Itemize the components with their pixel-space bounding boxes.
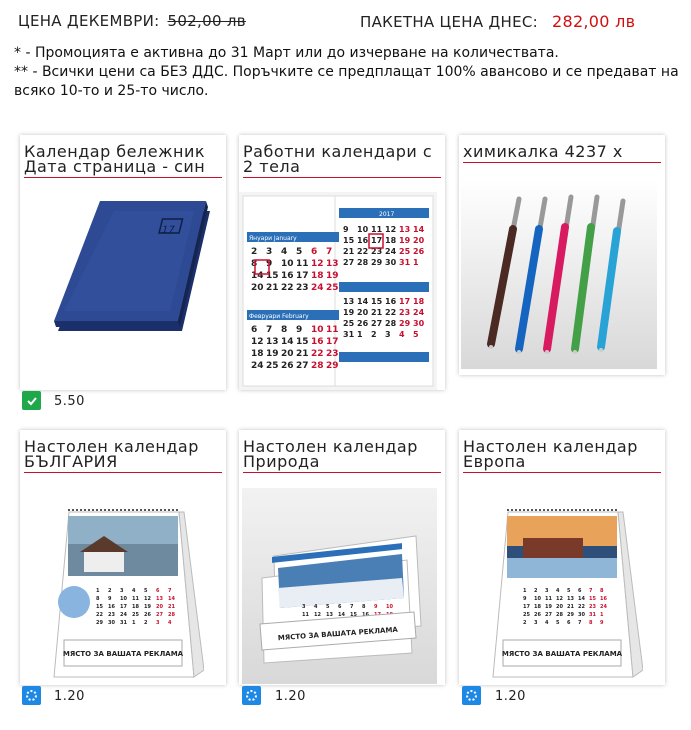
calendar-day-number: 20	[413, 236, 425, 245]
calendar-day-number: 16	[311, 337, 324, 347]
calendar-month-label: Януари January	[249, 235, 297, 242]
product-title[interactable]: Календар бележник Дата страница - син	[24, 144, 222, 178]
calendar-day-number: 14	[168, 596, 175, 602]
calendar-day-number: 30	[413, 319, 425, 328]
calendar-day-number: 19	[545, 604, 552, 610]
calendar-day-number: 28	[311, 361, 324, 371]
calendar-day-number: 31	[120, 620, 127, 626]
calendar-month-label: Февруари February	[249, 313, 309, 320]
calendar-day-number: 4	[281, 247, 288, 257]
calendar-day-number: 10	[120, 596, 127, 602]
calendar-day-number: 7	[266, 325, 273, 335]
calendar-day-number: 28	[556, 612, 563, 618]
calendar-day-number: 3	[545, 588, 549, 594]
calendar-day-number: 3	[534, 620, 538, 626]
calendar-day-number: 10	[534, 596, 541, 602]
calendar-day-number: 30	[578, 612, 585, 618]
calendar-day-number: 5	[413, 330, 419, 339]
calendar-day-number: 18	[251, 349, 264, 359]
calendar-day-number: 21	[296, 349, 309, 359]
calendar-day-number: 6	[156, 588, 160, 594]
calendar-day-number: 16	[362, 612, 369, 618]
calendar-day-number: 3	[120, 588, 124, 594]
calendar-day-number: 22	[357, 247, 369, 256]
calendar-day-number: 20	[281, 349, 294, 359]
calendar-day-number: 16	[357, 236, 369, 245]
calendar-day-number: 14	[578, 596, 585, 602]
product-image-wall-calendar[interactable]	[239, 192, 437, 390]
calendar-day-number: 27	[371, 319, 383, 328]
calendar-day-number: 14	[357, 297, 369, 306]
calendar-day-number: 8	[96, 596, 100, 602]
calendar-day-number: 24	[251, 361, 264, 371]
calendar-day-number: 19	[326, 271, 339, 281]
calendar-day-number: 23	[108, 612, 115, 618]
calendar-day-number: 16	[108, 604, 115, 610]
calendar-day-number: 5	[326, 604, 330, 610]
calendar-day-number: 23	[326, 349, 339, 359]
december-price-label: ЦЕНА ДЕКЕМВРИ:	[18, 12, 160, 30]
pending-badge	[462, 686, 481, 705]
calendar-day-number: 14	[281, 337, 294, 347]
calendar-day-number: 12	[556, 596, 563, 602]
calendar-day-number: 11	[545, 596, 552, 602]
calendar-day-number: 25	[326, 283, 339, 293]
calendar-day-number: 2	[144, 620, 148, 626]
calendar-day-number: 11	[296, 259, 309, 269]
calendar-day-number: 17	[326, 337, 339, 347]
calendar-day-number: 6	[251, 325, 258, 335]
calendar-day-number: 15	[343, 236, 355, 245]
calendar-day-number: 7	[350, 604, 354, 610]
package-price-value: 282,00 лв	[551, 12, 636, 31]
calendar-day-number: 13	[567, 596, 574, 602]
calendar-day-number: 9	[266, 259, 273, 269]
calendar-day-number: 3	[156, 620, 160, 626]
calendar-day-number: 30	[385, 258, 397, 267]
product-title[interactable]: химикалка 4237 х	[463, 144, 661, 163]
calendar-day-number: 27	[343, 258, 355, 267]
calendar-day-number: 27	[296, 361, 309, 371]
calendar-day-number: 4	[168, 620, 172, 626]
calendar-day-number: 31	[399, 258, 411, 267]
calendar-day-number: 13	[266, 337, 279, 347]
calendar-day-number: 8	[251, 259, 258, 269]
calendar-day-number: 29	[567, 612, 574, 618]
calendar-day-number: 24	[600, 604, 607, 610]
loading-spinner-icon	[465, 689, 478, 702]
calendar-day-number: 23	[296, 283, 309, 293]
calendar-day-number: 28	[357, 258, 369, 267]
calendar-day-number: 7	[326, 247, 333, 257]
ad-space-label: МЯСТО ЗА ВАШАТА РЕКЛАМА	[501, 650, 623, 658]
calendar-day-number: 19	[144, 604, 151, 610]
calendar-day-number: 17	[523, 604, 530, 610]
product-card[interactable]	[459, 430, 665, 685]
calendar-day-number: 21	[343, 247, 355, 256]
calendar-day-number: 19	[343, 308, 355, 317]
svg-text:17: 17	[160, 225, 176, 236]
calendar-day-number: 9	[108, 596, 112, 602]
calendar-day-number: 18	[311, 271, 324, 281]
december-price-value: 502,00 лв	[167, 12, 246, 30]
calendar-day-number: 6	[311, 247, 318, 257]
calendar-day-number: 22	[96, 612, 103, 618]
calendar-day-number: 9	[523, 596, 527, 602]
calendar-day-number: 5	[296, 247, 303, 257]
calendar-day-number: 6	[578, 588, 582, 594]
calendar-day-number: 16	[600, 596, 607, 602]
calendar-day-number: 4	[132, 588, 136, 594]
calendar-day-number: 13	[343, 297, 355, 306]
calendar-day-number: 23	[589, 604, 596, 610]
check-icon	[26, 395, 38, 407]
calendar-day-number: 7	[168, 588, 172, 594]
calendar-day-number: 31	[343, 330, 355, 339]
product-price: 5.50	[54, 394, 85, 409]
calendar-day-number: 2	[523, 620, 527, 626]
calendar-day-number: 21	[371, 308, 383, 317]
product-price: 1.20	[54, 689, 85, 704]
calendar-day-number: 25	[343, 319, 355, 328]
calendar-day-number: 29	[326, 361, 339, 371]
ad-space-label: МЯСТО ЗА ВАШАТА РЕКЛАМА	[277, 625, 399, 643]
calendar-day-number: 11	[371, 225, 383, 234]
calendar-day-number: 26	[357, 319, 369, 328]
calendar-day-number: 4	[399, 330, 405, 339]
calendar-day-number: 22	[281, 283, 294, 293]
calendar-day-number: 17	[399, 297, 411, 306]
calendar-day-number: 17	[371, 236, 383, 245]
calendar-day-number: 24	[120, 612, 127, 618]
calendar-day-number: 24	[311, 283, 324, 293]
calendar-day-number: 1	[413, 258, 419, 267]
calendar-day-number: 21	[266, 283, 279, 293]
calendar-day-number: 10	[357, 225, 369, 234]
calendar-day-number: 2	[371, 330, 377, 339]
loading-spinner-icon	[25, 689, 38, 702]
calendar-day-number: 15	[350, 612, 357, 618]
calendar-day-number: 25	[266, 361, 279, 371]
calendar-day-number: 9	[600, 620, 604, 626]
calendar-day-number: 22	[385, 308, 397, 317]
calendar-day-number: 22	[311, 349, 324, 359]
calendar-day-number: 18	[132, 604, 139, 610]
calendar-day-number: 3	[385, 330, 391, 339]
calendar-day-number: 7	[589, 588, 593, 594]
calendar-day-number: 31	[589, 612, 596, 618]
calendar-day-number: 8	[600, 588, 604, 594]
product-card[interactable]	[239, 135, 445, 390]
calendar-day-number: 7	[578, 620, 582, 626]
product-card[interactable]	[20, 430, 226, 685]
calendar-day-number: 5	[567, 588, 571, 594]
product-card[interactable]	[20, 135, 226, 390]
calendar-day-number: 27	[156, 612, 163, 618]
price-header	[18, 12, 673, 36]
pending-badge	[242, 686, 261, 705]
calendar-day-number: 12	[311, 259, 324, 269]
calendar-day-number: 13	[326, 259, 339, 269]
in-stock-badge	[22, 391, 41, 410]
calendar-day-number: 8	[589, 620, 593, 626]
calendar-day-number: 12	[314, 612, 321, 618]
calendar-day-number: 23	[399, 308, 411, 317]
calendar-day-number: 16	[281, 271, 294, 281]
calendar-day-number: 4	[545, 620, 549, 626]
product-image-desk-calendar-bulgaria[interactable]	[44, 492, 204, 682]
calendar-day-number: 4	[556, 588, 560, 594]
calendar-day-number: 28	[168, 612, 175, 618]
calendar-day-number: 26	[144, 612, 151, 618]
calendar-day-number: 29	[96, 620, 103, 626]
calendar-day-number: 13	[326, 612, 333, 618]
calendar-day-number: 6	[338, 604, 342, 610]
calendar-day-number: 14	[251, 271, 264, 281]
product-title[interactable]: Настолен календар Природа	[243, 439, 441, 473]
calendar-day-number: 10	[386, 604, 393, 610]
product-card[interactable]	[239, 430, 445, 685]
product-price: 1.20	[495, 689, 526, 704]
calendar-day-number: 5	[144, 588, 148, 594]
december-price-line	[18, 12, 246, 30]
calendar-day-number: 10	[281, 259, 294, 269]
calendar-day-number: 22	[578, 604, 585, 610]
ad-space-label: МЯСТО ЗА ВАШАТА РЕКЛАМА	[62, 650, 184, 658]
calendar-day-number: 2	[251, 247, 258, 257]
calendar-day-number: 29	[371, 258, 383, 267]
product-image-desk-calendar-nature[interactable]	[242, 488, 437, 684]
calendar-day-number: 17	[120, 604, 127, 610]
calendar-day-number: 1	[600, 612, 604, 618]
calendar-day-number: 8	[281, 325, 288, 335]
calendar-day-number: 26	[534, 612, 541, 618]
product-card[interactable]	[459, 135, 665, 375]
calendar-day-number: 11	[302, 612, 309, 618]
product-title[interactable]: Работни календари с 2 тела	[243, 144, 441, 178]
promo-note-1: * - Промоцията е активна до 31 Март или до изчерване на количествата.	[14, 45, 559, 61]
calendar-day-number: 30	[108, 620, 115, 626]
calendar-day-number: 18	[385, 236, 397, 245]
calendar-day-number: 19	[399, 236, 411, 245]
promo-note-2: ** - Всички цени са БЕЗ ДДС. Поръчките се предплащат 100% авансово и се предават на всяко 10-то и 25-то число.	[14, 64, 679, 99]
calendar-year-label: 2017	[379, 211, 395, 218]
calendar-day-number: 14	[413, 225, 425, 234]
calendar-day-number: 9	[296, 325, 303, 335]
calendar-day-number: 15	[589, 596, 596, 602]
calendar-day-number: 12	[385, 225, 397, 234]
calendar-day-number: 15	[371, 297, 383, 306]
calendar-day-number: 8	[362, 604, 366, 610]
calendar-day-number: 18	[413, 297, 425, 306]
product-title[interactable]: Настолен календар БЪЛГАРИЯ	[24, 439, 222, 473]
calendar-day-number: 13	[156, 596, 163, 602]
calendar-day-number: 1	[96, 588, 100, 594]
calendar-day-number: 28	[385, 319, 397, 328]
calendar-day-number: 19	[266, 349, 279, 359]
calendar-day-number: 18	[534, 604, 541, 610]
calendar-day-number: 23	[371, 247, 383, 256]
calendar-day-number: 10	[311, 325, 324, 335]
calendar-day-number: 11	[326, 325, 339, 335]
calendar-day-number: 14	[338, 612, 345, 618]
promo-notes	[14, 44, 679, 101]
calendar-day-number: 12	[144, 596, 151, 602]
calendar-day-number: 15	[266, 271, 279, 281]
calendar-day-number: 9	[374, 604, 378, 610]
calendar-day-number: 20	[357, 308, 369, 317]
calendar-day-number: 20	[156, 604, 163, 610]
calendar-day-number: 4	[314, 604, 318, 610]
calendar-day-number: 17	[296, 271, 309, 281]
product-image-notebook[interactable]	[24, 181, 222, 386]
calendar-day-number: 1	[357, 330, 363, 339]
product-image-desk-calendar-europe[interactable]	[483, 492, 643, 682]
calendar-day-number: 2	[108, 588, 112, 594]
product-title[interactable]: Настолен календар Европа	[463, 439, 661, 473]
calendar-day-number: 25	[523, 612, 530, 618]
calendar-day-number: 21	[168, 604, 175, 610]
calendar-day-number: 21	[567, 604, 574, 610]
product-image-pens[interactable]	[461, 179, 657, 369]
package-price-label: ПАКЕТНА ЦЕНА ДНЕС:	[360, 13, 538, 31]
calendar-day-number: 11	[132, 596, 139, 602]
package-price-line	[360, 12, 635, 31]
calendar-day-number: 20	[251, 283, 264, 293]
calendar-day-number: 25	[399, 247, 411, 256]
calendar-day-number: 24	[385, 247, 397, 256]
calendar-day-number: 26	[281, 361, 294, 371]
calendar-day-number: 15	[296, 337, 309, 347]
calendar-day-number: 25	[132, 612, 139, 618]
pending-badge	[22, 686, 41, 705]
calendar-day-number: 1	[523, 588, 527, 594]
product-price: 1.20	[275, 689, 306, 704]
calendar-day-number: 20	[556, 604, 563, 610]
calendar-day-number: 2	[534, 588, 538, 594]
calendar-day-number: 6	[567, 620, 571, 626]
calendar-day-number: 29	[399, 319, 411, 328]
calendar-day-number: 3	[302, 604, 306, 610]
calendar-day-number: 1	[132, 620, 136, 626]
calendar-day-number: 27	[545, 612, 552, 618]
loading-spinner-icon	[245, 689, 258, 702]
calendar-day-number: 15	[96, 604, 103, 610]
calendar-day-number: 12	[251, 337, 264, 347]
calendar-day-number: 13	[399, 225, 411, 234]
calendar-day-number: 26	[413, 247, 425, 256]
calendar-day-number: 5	[556, 620, 560, 626]
calendar-day-number: 3	[266, 247, 273, 257]
calendar-day-number: 16	[385, 297, 397, 306]
calendar-day-number: 9	[343, 225, 349, 234]
calendar-day-number: 24	[413, 308, 425, 317]
